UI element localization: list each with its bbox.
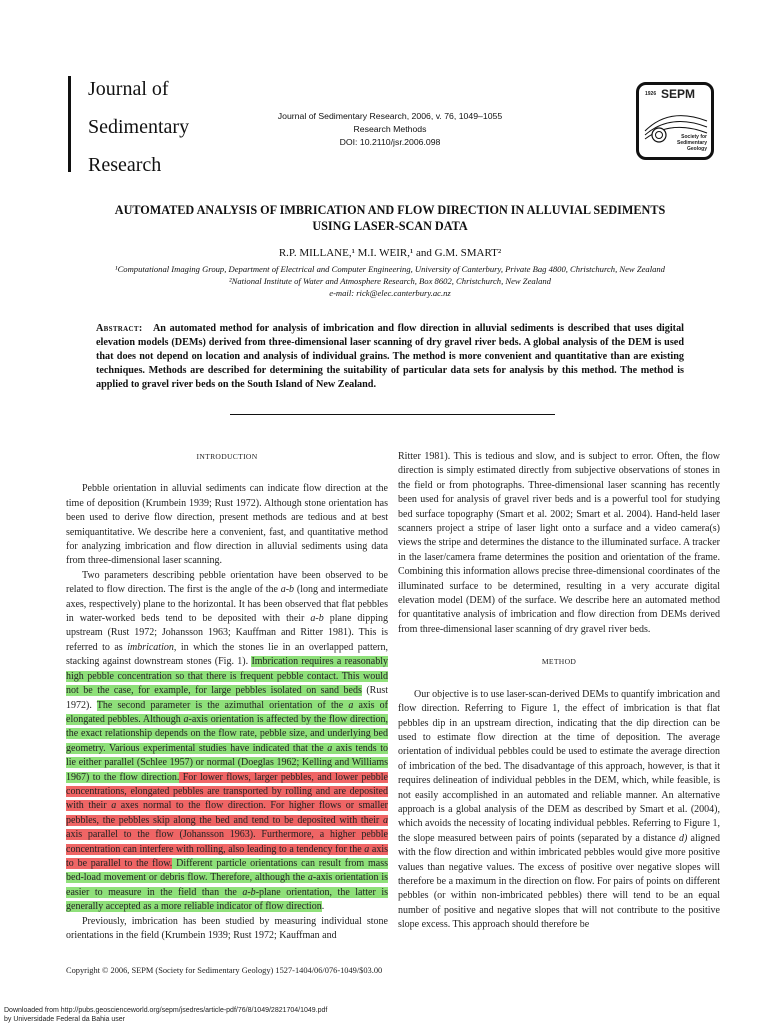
highlight-green: The second parameter is the azimuthal orientation of the a axis of elongated pebbles. Although a-axis orientation is affected by the flow direction, the exact relationship depends on the flow rate, pebble size, and underlying bed geometry. Various experimental studies have indicated that the a axis tends to lie either parallel (Schlee 1957) or normal (Doeglas 1962; Kelling and Williams 1967) to the flow direction. <box>66 699 389 783</box>
section-divider <box>230 414 555 415</box>
highlight-green: Different particle orientations can result from mass bed-load movement or debris flow. Therefore, although the a-axis orientation is easier to measure in the field than the a-b-plane orientation, the latter is generally accepted as a more reliable indicator of flow direction <box>66 857 389 913</box>
intro-paragraph-2: Two parameters describing pebble orientation have been observed to be related to flow direction. The first is the angle of the a-b (long and intermediate axes, respectively) plane to the horizontal. It has been observed that flat pebbles in water-worked beds tend to be deposited with their a-b plane dipping upstream (Rust 1972; Johansson 1963; Kauffman and Ritter 1981). This is referred to as imbrication, in which the stones lie in an overlapped pattern, stacking against downstream stones (Fig. 1). Imbrication requires a reasonably high pebble concentration so that there is frequent pebble contact. This would not be the case, for example, for large pebbles isolated on sand beds (Rust 1972). The second parameter is the azimuthal orientation of the a axis of elongated pebbles. Although a-axis orientation is affected by the flow direction, the exact relationship depends on the flow rate, pebble size, and underlying bed geometry. Various experimental studies have indicated that the a axis tends to lie either parallel (Schlee 1957) or normal (Doeglas 1962; Kelling and Williams 1967) to the flow direction. For lower flows, larger pebbles, and lower pebble concentrations, elongated pebbles are transported by rolling and are deposited with their a axes normal to the flow direction. For higher flows or smaller pebbles, the pebbles skip along the bed and tend to be deposited with their a axis parallel to the flow (Johansson 1963). Furthermore, a higher pebble concentration can interfere with rolling, also leading to a tendency for the a axis to be parallel to the flow. Different particle orientations can result from mass bed-load movement or debris flow. Therefore, although the a-axis orientation is easier to measure in the field than the a-b-plane orientation, the latter is generally accepted as a more reliable indicator of flow direction. <box>66 569 389 913</box>
masthead-bar <box>68 76 71 172</box>
title-line-2: USING LASER-SCAN DATA <box>312 219 468 233</box>
sepm-year: 1926 <box>645 91 657 97</box>
left-column <box>66 450 388 943</box>
title-line-1: AUTOMATED ANALYSIS OF IMBRICATION AND FLOW DIRECTION IN ALLUVIAL SEDIMENTS <box>114 203 666 217</box>
abstract <box>96 322 684 392</box>
copyright-line: Copyright © 2006, SEPM (Society for Sedimentary Geology) 1527-1404/06/076-1049/$03.00 <box>66 966 383 975</box>
affiliation-2: ²National Institute of Water and Atmosphere Research, Box 8602, Christchurch, New Zealand <box>229 276 551 286</box>
authors: R.P. MILLANE,¹ M.I. WEIR,¹ and G.M. SMART² <box>278 247 502 259</box>
journal-name-line-2: Sedimentary <box>88 116 190 138</box>
right-column <box>398 450 720 933</box>
download-user: by Universidade Federal da Bahia user <box>4 1016 126 1023</box>
intro-paragraph-3: Previously, imbrication has been studied by measuring individual stone orientations in the field (Krumbein 1939; Rust 1972; Kauffman and <box>66 915 388 941</box>
journal-name-line-1: Journal of <box>88 78 169 100</box>
download-url[interactable]: Downloaded from http://pubs.geoscienceworld.org/sepm/jsedres/article-pdf/76/8/1049/2821704/1049.pdf <box>4 1007 328 1014</box>
method-paragraph-1: Our objective is to use laser-scan-derived DEMs to quantify imbrication and flow direction. Referring to Figure 1, the effect of imbrication is that flat pebbles dip in an upstream direction, indicating that the dip direction can be used to estimate flow direction at the time of deposition. The average orientation of individual pebbles could be used to estimate the average direction of imbrication of the bed. The disadvantage of this approach, however, is that it requires delineation of individual pebbles in the DEM, which, while feasible, is not easily accomplished in an automated and reliable manner. An alternative approach is a global analysis of the DEM as described by Smart et al. (2004), which avoids the necessity of locating individual pebbles. Referring to Figure 1, the slope measured between pairs of points (separated by a distance d) aligned with the flow direction and within imbricated pebbles would give more positive values than negative values. The excess of positive over negative slopes will therefore be a maximum in the direction on flow. For pairs of points on different pebbles (or within non-imbricated pebbles) there will tend to be an equal number of positive and negative slopes that will not contribute to the positive slope excess. This approach should therefore be <box>398 688 720 931</box>
doi-link[interactable]: DOI: 10.2110/jsr.2006.098 <box>339 137 441 147</box>
intro-paragraph-1: Pebble orientation in alluvial sediments can indicate flow direction at the time of deposition (Krumbein 1939; Rust 1972). Although stone orientation has been used to derive flow direction, present methods are tedious and at best semiquantitative. We describe here a convenient, fast, and quantitative method for analyzing imbrication and flow direction in alluvial sediments using data from three-dimensional laser scanning. <box>66 483 388 567</box>
article-title <box>60 202 720 234</box>
highlight-red: For lower flows, larger pebbles, and lower pebble concentrations, elongated pebbles are transported by rolling and are deposited with their a axes normal to the flow direction. For higher flows or smaller pebbles, the pebbles skip along the bed and tend to be deposited with their a axis parallel to the flow (Johansson 1963). Furthermore, a higher pebble concentration can interfere with rolling, also leading to a tendency for the a axis to be parallel to the flow. <box>66 771 388 869</box>
section-label: Research Methods <box>353 124 427 134</box>
sepm-name: SEPM <box>661 87 696 101</box>
abstract-text: An automated method for analysis of imbrication and flow direction in alluvial sediments is described that uses digital elevation models (DEMs) derived from three-dimensional laser scanning of dry gravel river beds. A global analysis of the DEM is used that does not depend on location and analysis of individual grains. The method is more convenient and quantitative than are existing techniques. Methods are described for determining the suitability of particular data sets for analysis by this method. The method is applied to gravel river beds on the South Island of New Zealand. <box>96 323 685 390</box>
affiliation-1: ¹Computational Imaging Group, Department of Electrical and Computer Engineering, University of Canterbury, Private Bag 4800, Christchurch, New Zealand <box>115 264 665 274</box>
citation: Journal of Sedimentary Research, 2006, v. 76, 1049–1055 <box>277 111 503 121</box>
heading-method: METHOD <box>541 657 577 667</box>
author-email[interactable]: e-mail: rick@elec.canterbury.ac.nz <box>329 288 451 298</box>
citation-block <box>180 110 600 149</box>
intro-paragraph-continued: Ritter 1981). This is tedious and slow, and is subject to error. Often, the flow direction is simply estimated directly from subjective observations of stones in the field or from photographs. Three-dimensional laser scanning has recently been used for analysis of gravel river beds and is a powerful tool for studying bed surface topography (Smart et al. 2002; Smart et al. 2004). Hand-held laser scanners project a stripe of laser light onto a surface and a video camera(s) views the stripe and determines the distance to the illuminated surface. A tracker in the laser/camera frame determines the position and orientation of the frame. Combining this information allows precise three-dimensional coordinates of the illuminated surface to be determined, resulting in a very accurate digital elevation model (DEM) of the surface. We describe here an automated method for quantitative analysis of imbrication and flow direction from DEMs derived from three-dimensional laser scanning of dry gravel river beds. <box>398 451 720 635</box>
heading-introduction: INTRODUCTION <box>196 452 258 461</box>
journal-name-line-3: Research <box>88 154 162 176</box>
abstract-label: Abstract: <box>96 323 143 334</box>
sepm-subtitle: Society for Sedimentary Geology <box>676 134 707 152</box>
download-notice <box>4 1006 327 1024</box>
highlight-green: Imbrication requires a reasonably high pebble concentration so that there is frequent pebble contact. This would not be the case, for example, for large pebbles isolated on sand beds <box>66 656 388 697</box>
sepm-logo <box>636 82 714 160</box>
